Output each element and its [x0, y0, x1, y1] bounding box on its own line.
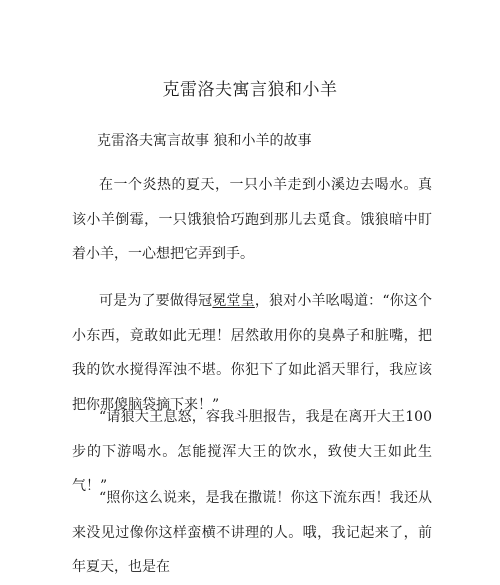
document-subtitle: 克雷洛夫寓言故事 狼和小羊的故事 [97, 133, 312, 149]
paragraph-1: 在一个炎热的夏天，一只小羊走到小溪边去喝水。真该小羊倒霉，一只饿狼恰巧跑到那儿去觅食。饿狼暗中盯着小羊，一心想把它弄到手。 [72, 177, 432, 262]
paragraph-3: “请狼大王息怒，容我斗胆报告，我是在离开大王100步的下游喝水。怎能搅浑大王的饮水，致使大王如此生气！” [72, 409, 432, 494]
underlined-phrase: 冕堂皇 [212, 293, 255, 309]
paragraph-4: “照你这么说来，是我在撒谎！你这下流东西！我还从来没见过像你这样蛮横不讲理的人。哦，我记起来了，前年夏天，也是在 [72, 490, 432, 575]
paragraph-2-text-after: ，狼对小羊吆喝道：“你这个小东西，竟敢如此无理！居然敢用你的臭鼻子和脏嘴，把我的饮水搅得浑浊不堪。你犯下了如此滔天罪行，我应该把你那傻脑袋摘下来！” [72, 293, 432, 413]
paragraph-2-text-before: 可是为了要做得冠 [99, 293, 213, 309]
document-title: 克雷洛夫寓言狼和小羊 [162, 80, 338, 100]
